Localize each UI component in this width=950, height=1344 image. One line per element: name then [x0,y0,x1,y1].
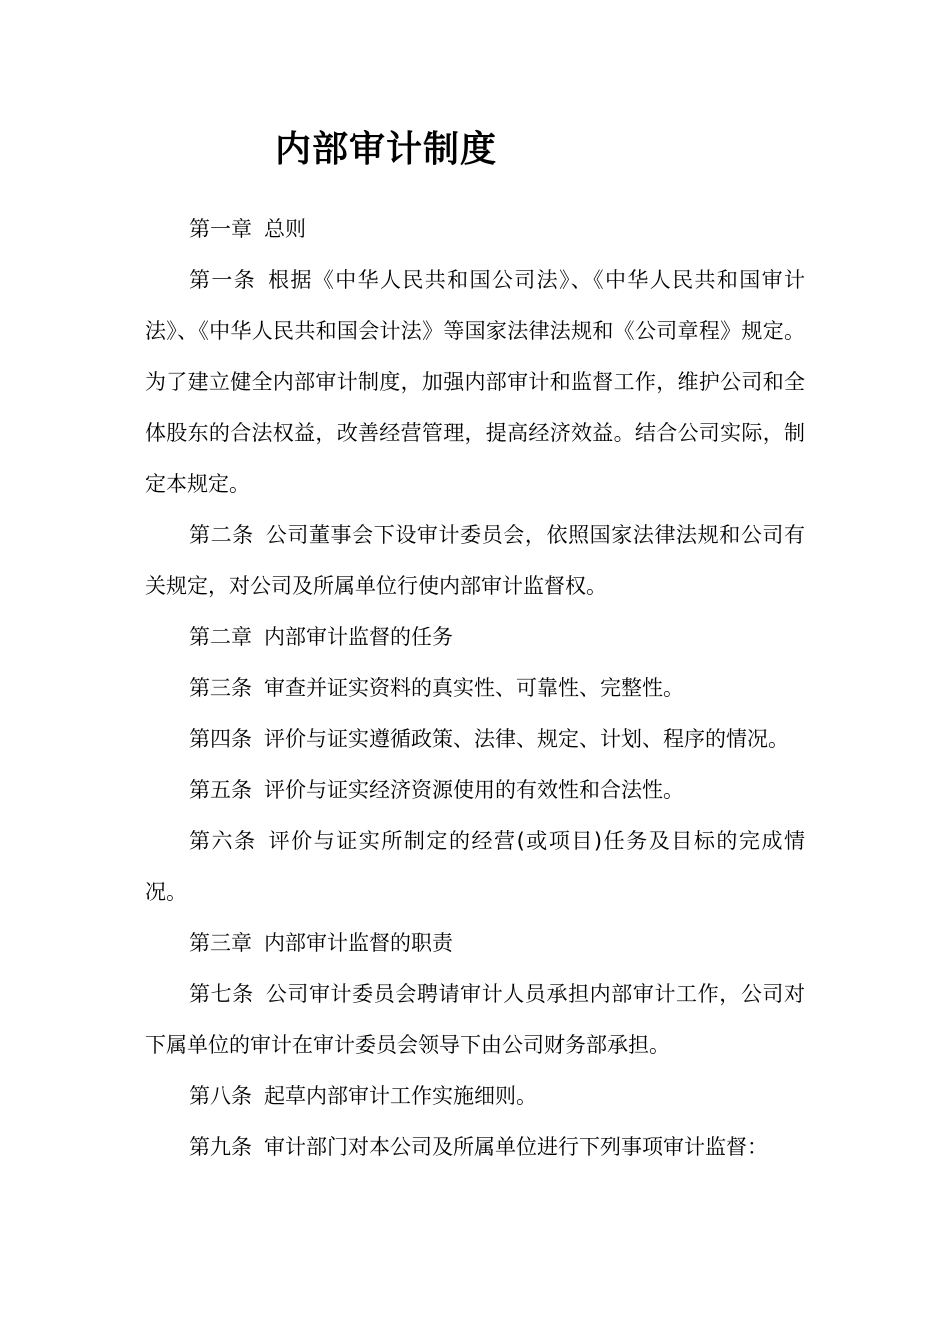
paragraph-label: 第六条 [189,829,257,853]
paragraph-article-2 [145,510,805,612]
paragraph-text: 根据《中华人民共和国公司法》、《中华人民共和国审计法》、《中华人民共和国会计法》等国家法律法规和《公司章程》规定。为了建立健全内部审计制度，加强内部审计和监督工作，维护公司和全体股东的合法权益，改善经营管理，提高经济效益。结合公司实际，制定本规定。 [145,268,806,496]
paragraph-text: 审计部门对本公司及所属单位进行下列事项审计监督： [264,1135,768,1159]
paragraph-label: 第二章 [189,625,252,649]
paragraph-label: 第四条 [189,727,252,751]
paragraph-article-5 [145,765,805,816]
paragraph-text: 内部审计监督的任务 [264,625,453,649]
paragraph-label: 第八条 [189,1084,252,1108]
paragraph-chapter-3 [145,918,805,969]
paragraph-article-8 [145,1071,805,1122]
paragraph-label: 第一条 [189,268,257,292]
document-title: 内部审计制度 [275,129,498,170]
paragraph-label: 第二条 [189,523,254,547]
paragraph-label: 第九条 [189,1135,252,1159]
paragraph-chapter-1 [145,204,805,255]
paragraph-text: 评价与证实经济资源使用的有效性和合法性。 [264,778,684,802]
paragraph-article-4 [145,714,805,765]
paragraph-text: 审查并证实资料的真实性、可靠性、完整性。 [264,676,684,700]
document-body [145,204,805,1173]
paragraph-text: 起草内部审计工作实施细则。 [264,1084,537,1108]
paragraph-text: 公司审计委员会聘请审计人员承担内部审计工作，公司对下属单位的审计在审计委员会领导下由公司财务部承担。 [145,982,806,1057]
paragraph-text: 总则 [264,217,306,241]
paragraph-text: 内部审计监督的职责 [264,931,453,955]
paragraph-article-3 [145,663,805,714]
paragraph-article-9 [145,1122,805,1173]
paragraph-text: 评价与证实遵循政策、法律、规定、计划、程序的情况。 [264,727,789,751]
paragraph-label: 第七条 [189,982,254,1006]
paragraph-label: 第五条 [189,778,252,802]
paragraph-article-6 [145,816,805,918]
paragraph-text: 评价与证实所制定的经营(或项目)任务及目标的完成情况。 [145,829,805,904]
paragraph-chapter-2 [145,612,805,663]
paragraph-article-7 [145,969,805,1071]
paragraph-article-1 [145,255,805,510]
paragraph-label: 第三章 [189,931,252,955]
paragraph-label: 第三条 [189,676,252,700]
paragraph-label: 第一章 [189,217,252,241]
paragraph-text: 公司董事会下设审计委员会，依照国家法律法规和公司有关规定，对公司及所属单位行使内部审计监督权。 [145,523,806,598]
